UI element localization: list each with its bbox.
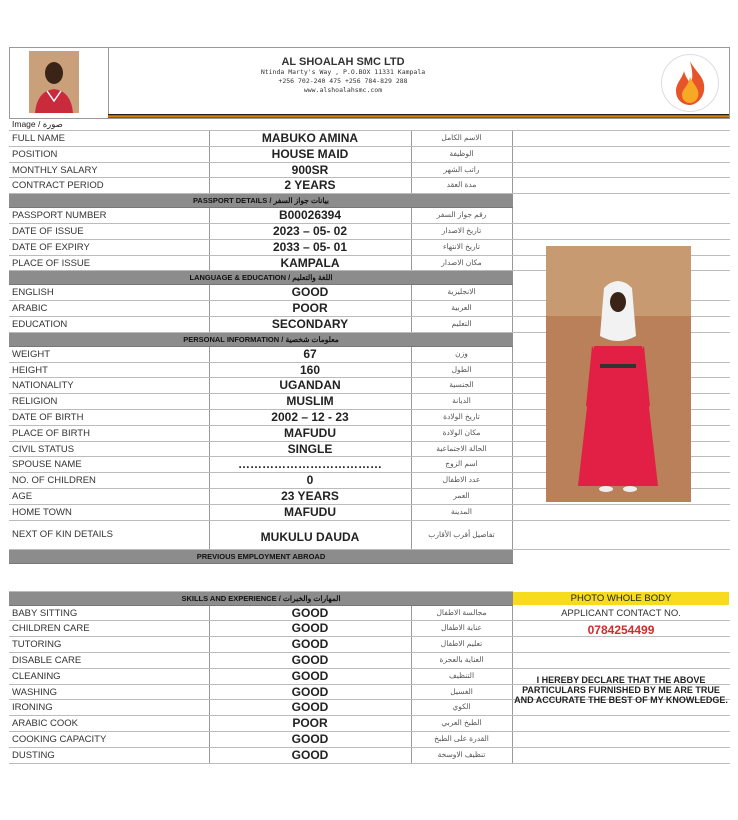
section-language: LANGUAGE & EDUCATION / اللغة والتعليم — [9, 271, 513, 285]
row-value: GOOD — [291, 605, 329, 620]
row-value: SINGLE — [287, 441, 333, 456]
row-value: GOOD — [291, 684, 329, 699]
row-label: DUSTING — [12, 749, 55, 761]
row-arabic: مدة العقد — [446, 180, 477, 190]
row-label: EDUCATION — [12, 318, 68, 330]
row-arabic: اسم الزوج — [445, 459, 478, 469]
row-label: DATE OF ISSUE — [12, 225, 84, 237]
section-previous: PREVIOUS EMPLOYMENT ABROAD — [9, 550, 513, 564]
row-label: ENGLISH — [12, 287, 54, 299]
table-row — [9, 178, 730, 194]
row-label: RELIGION — [12, 396, 58, 408]
row-value: GOOD — [291, 621, 329, 636]
row-value: GOOD — [291, 637, 329, 652]
row-label: DATE OF EXPIRY — [12, 241, 90, 253]
row-value: UGANDAN — [279, 378, 341, 393]
row-value: ……………………………… — [238, 457, 382, 472]
row-label: MONTHLY SALARY — [12, 164, 98, 176]
company-name: AL SHOALAH SMC LTD — [281, 56, 405, 68]
row-value: MABUKO AMINA — [261, 131, 359, 145]
row-label: IRONING — [12, 702, 53, 714]
header — [9, 47, 730, 119]
row-arabic: الانجليزية — [447, 287, 476, 297]
row-value: GOOD — [291, 700, 329, 715]
row-value: SECONDARY — [271, 316, 349, 331]
row-value: 67 — [303, 346, 317, 361]
row-arabic: مكان الاصدار — [441, 257, 482, 267]
row-arabic: الجنسية — [449, 380, 474, 390]
row-label: BABY SITTING — [12, 607, 78, 619]
row-value: GOOD — [291, 285, 329, 300]
kin-label: NEXT OF KIN DETAILS — [12, 528, 114, 540]
full-body-photo — [546, 246, 691, 502]
contact-label: APPLICANT CONTACT NO. — [561, 608, 681, 619]
table-row — [9, 208, 730, 224]
table-row — [9, 716, 730, 732]
row-arabic: عدد الاطفال — [442, 475, 481, 485]
row-arabic: الطول — [451, 364, 472, 374]
flag-stripe — [108, 114, 729, 118]
row-value: 23 YEARS — [281, 488, 339, 503]
row-arabic: الطبخ العربي — [441, 718, 482, 728]
company-phone: +256 702-240 475 +256 784-829 288 — [278, 77, 408, 85]
row-label: DISABLE CARE — [12, 654, 82, 666]
row-value: GOOD — [291, 652, 329, 667]
row-arabic: مكان الولادة — [442, 427, 481, 437]
table-row — [9, 224, 730, 240]
table-row — [9, 653, 730, 669]
kin-value: MUKULU DAUDA — [260, 529, 360, 544]
row-value: MUSLIM — [286, 394, 334, 409]
flame-logo-icon — [661, 54, 719, 112]
declaration: I HEREBY DECLARE THAT THE ABOVE PARTICULARS FURNISHED BY ME ARE TRUE AND ACCURATE THE BEST OF MY KNOWLEDGE. — [514, 675, 728, 705]
row-arabic: عناية الاطفال — [440, 623, 483, 633]
row-arabic: القدرة على الطبخ — [434, 733, 489, 743]
row-value: 160 — [299, 362, 321, 377]
row-value: MAFUDU — [284, 425, 336, 440]
row-label: NATIONALITY — [12, 380, 74, 392]
table-row — [9, 163, 730, 179]
company-web: www.alshoalahsmc.com — [303, 86, 383, 94]
table-row — [9, 748, 730, 764]
photo-label: PHOTO WHOLE BODY — [513, 592, 729, 605]
row-arabic: التعليم — [451, 318, 472, 328]
company-block — [110, 56, 576, 95]
row-label: HEIGHT — [12, 364, 48, 376]
row-arabic: الغسيل — [450, 686, 473, 696]
row-label: NO. OF CHILDREN — [12, 475, 96, 487]
contact-number: 0784254499 — [587, 623, 655, 637]
table-row — [9, 732, 730, 748]
row-value: GOOD — [291, 731, 329, 746]
kin-row — [9, 521, 730, 550]
row-arabic: الحالة الاجتماعية — [436, 443, 487, 453]
row-value: GOOD — [291, 668, 329, 683]
row-label: CLEANING — [12, 670, 61, 682]
kin-arabic: تفاصيل أقرب الأقارب — [428, 529, 495, 539]
row-label: PLACE OF BIRTH — [12, 427, 90, 439]
row-arabic: تاريخ الانتهاء — [443, 241, 480, 251]
row-value: 2033 – 05- 01 — [272, 239, 348, 254]
row-label: HOME TOWN — [12, 506, 72, 518]
row-label: PASSPORT NUMBER — [12, 210, 107, 222]
row-label: DATE OF BIRTH — [12, 411, 84, 423]
row-label: COOKING CAPACITY — [12, 733, 107, 745]
row-label: CONTRACT PERIOD — [12, 180, 104, 192]
row-value: 2 YEARS — [284, 178, 336, 193]
row-label: SPOUSE NAME — [12, 459, 82, 471]
row-value: 2023 – 05- 02 — [272, 223, 348, 238]
row-arabic: الوظيفة — [449, 148, 474, 158]
row-value: 0 — [306, 473, 314, 488]
section-personal: PERSONAL INFORMATION / معلومات شخصية — [9, 333, 513, 347]
row-arabic: العربية — [451, 303, 472, 313]
row-value: KAMPALA — [280, 255, 340, 270]
row-label: ARABIC COOK — [12, 718, 78, 730]
row-value: POOR — [292, 301, 328, 316]
row-value: GOOD — [291, 747, 329, 762]
row-value: 2002 – 12 - 23 — [271, 409, 349, 424]
passport-photo — [29, 51, 79, 113]
row-label: AGE — [12, 490, 33, 502]
table-row — [9, 505, 730, 521]
section-passport: PASSPORT DETAILS / بيانات جواز السفر — [9, 194, 513, 208]
table-row — [9, 147, 730, 163]
row-arabic: العناية بالعجزة — [439, 654, 484, 664]
row-arabic: تعليم الاطفال — [440, 639, 483, 649]
row-arabic: رقم جواز السفر — [436, 210, 487, 220]
row-arabic: المدينة — [450, 506, 472, 516]
row-arabic: وزن — [455, 348, 468, 358]
row-arabic: تنظيف الاوسخة — [437, 749, 486, 759]
row-label: POSITION — [12, 148, 58, 160]
row-arabic: العمر — [453, 490, 470, 500]
row-arabic: الكوي — [452, 702, 471, 712]
row-label: PLACE OF ISSUE — [12, 257, 91, 269]
row-value: MAFUDU — [284, 504, 336, 519]
row-label: ARABIC — [12, 303, 48, 315]
image-label: Image / صورة — [9, 119, 730, 131]
row-arabic: الاسم الكامل — [441, 133, 482, 142]
company-address: Ntinda Marty's Way , P.O.BOX 11331 Kampala — [260, 68, 426, 76]
row-value: HOUSE MAID — [271, 146, 349, 161]
table-row — [9, 637, 730, 653]
row-value: POOR — [292, 716, 328, 731]
row-arabic: مجالسة الاطفال — [436, 607, 487, 617]
row-label: CHILDREN CARE — [12, 623, 90, 635]
row-arabic: الديانة — [452, 396, 471, 406]
row-label: FULL NAME — [12, 133, 65, 144]
section-skills: SKILLS AND EXPERIENCE / المهارات والخبرات — [9, 592, 513, 606]
row-label: WEIGHT — [12, 348, 50, 360]
row-label: WASHING — [12, 686, 58, 698]
row-value: 900SR — [291, 162, 329, 177]
row-arabic: تاريخ الاصدار — [441, 225, 482, 235]
row-arabic: راتب الشهر — [443, 164, 480, 174]
row-value: B00026394 — [278, 208, 342, 223]
table-row — [9, 131, 730, 147]
row-label: TUTORING — [12, 639, 62, 651]
row-arabic: التنظيف — [448, 670, 475, 680]
previous-employment-empty — [9, 564, 513, 592]
row-label: CIVIL STATUS — [12, 443, 75, 455]
row-arabic: تاريخ الولادة — [443, 411, 480, 421]
